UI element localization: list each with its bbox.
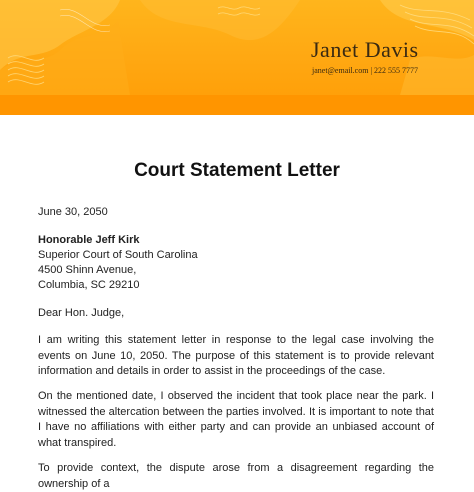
recipient-street: 4500 Shinn Avenue,	[38, 264, 137, 276]
sender-name: Janet Davis	[311, 37, 419, 62]
sender-contact: janet@email.com | 222 555 7777	[312, 66, 419, 75]
recipient-city: Columbia, SC 29210	[38, 279, 140, 291]
letterhead-banner	[0, 0, 474, 115]
paragraph-3: To provide context, the dispute arose from a disagreement regarding the ownership of a	[38, 462, 434, 490]
document-title: Court Statement Letter	[134, 160, 340, 181]
salutation: Dear Hon. Judge,	[38, 307, 125, 319]
recipient-court: Superior Court of South Carolina	[38, 249, 198, 261]
paragraph-1: I am writing this statement letter in response to the legal case involving the events on June 10, 2050. The purpose of this statement is to provide relevant information and details in order to assist in the proceedings of the case.	[38, 334, 434, 377]
letter-date: June 30, 2050	[38, 206, 108, 218]
recipient-name: Honorable Jeff Kirk	[38, 234, 140, 246]
paragraph-2: On the mentioned date, I observed the incident that took place near the park. I witnessed the altercation between the parties involved. It is important to note that I have no affiliations with either party and can provide an unbiased account of what transpired.	[38, 390, 434, 449]
header-bottom-band	[0, 95, 474, 115]
